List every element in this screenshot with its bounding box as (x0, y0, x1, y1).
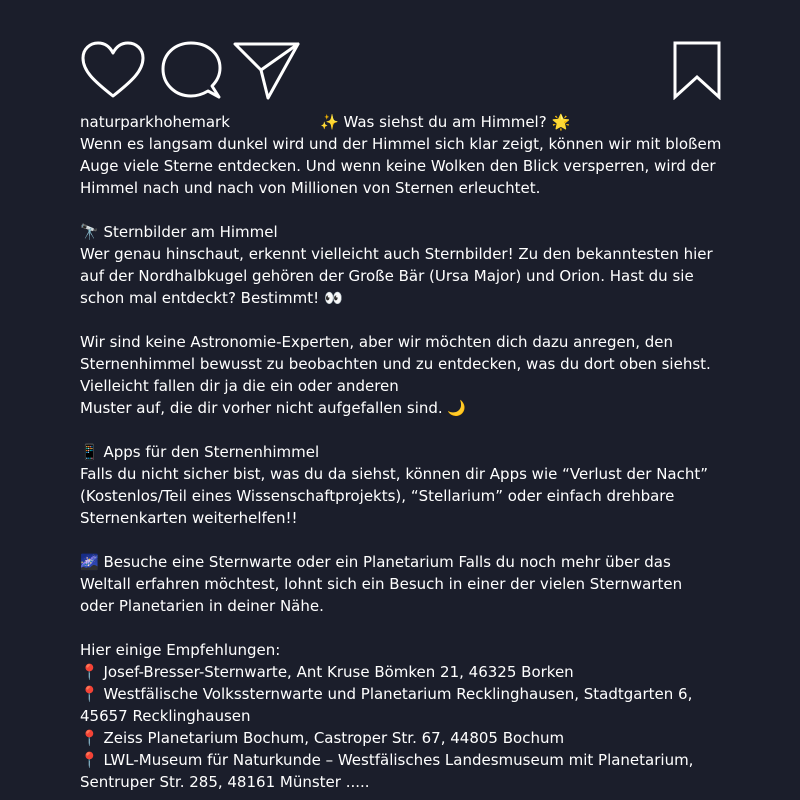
caption-line: Wer genau hinschaut, erkennt vielleicht auch Sternbilder! Zu den bekanntesten hier (80, 245, 713, 263)
recommendation-item: Sentruper Str. 285, 48161 Münster ..... (80, 773, 370, 791)
post-action-bar (80, 40, 722, 104)
recommendation-item: 📍 Josef-Bresser-Sternwarte, Ant Kruse Bömken 21, 46325 Borken (80, 663, 574, 681)
recommendation-item: 📍 Westfälische Volkssternwarte und Planetarium Recklinghausen, Stadtgarten 6, (80, 685, 693, 703)
paragraph-gap (80, 617, 740, 639)
caption-line: Muster auf, die dir vorher nicht aufgefallen sind. 🌙 (80, 399, 467, 417)
paragraph-gap (80, 419, 740, 441)
caption-line: Wenn es langsam dunkel wird und der Himmel sich klar zeigt, können wir mit bloßem (80, 135, 722, 153)
caption-line: Wir sind keine Astronomie-Experten, aber wir möchten dich dazu anregen, den (80, 333, 673, 351)
section-heading: 📱 Apps für den Sternenhimmel (80, 443, 320, 461)
recommendation-item: 📍 Zeiss Planetarium Bochum, Castroper Str. 67, 44805 Bochum (80, 729, 565, 747)
section-heading: Hier einige Empfehlungen: (80, 641, 281, 659)
username-link[interactable]: naturparkhohemark (80, 113, 230, 131)
recommendation-item: 📍 LWL-Museum für Naturkunde – Westfälisches Landesmuseum mit Planetarium, (80, 751, 694, 769)
recommendation-item: 45657 Recklinghausen (80, 707, 251, 725)
caption-line: (Kostenlos/Teil eines Wissenschaftprojekts), “Stellarium” oder einfach drehbare (80, 487, 675, 505)
share-icon[interactable] (232, 40, 302, 102)
caption-line: Vielleicht fallen dir ja die ein oder anderen (80, 377, 399, 395)
comment-icon[interactable] (160, 40, 222, 100)
caption-line: Auge viele Sterne entdecken. Und wenn keine Wolken den Blick versperren, wird der (80, 157, 716, 175)
caption-line: Himmel nach und nach von Millionen von Sternen erleuchtet. (80, 179, 541, 197)
caption-line: Sternenhimmel bewusst zu beobachten und zu entdecken, was du dort oben siehst. (80, 355, 711, 373)
caption-line: 🌌 Besuche eine Sternwarte oder ein Planetarium Falls du noch mehr über das (80, 553, 671, 571)
caption-line: auf der Nordhalbkugel gehören der Große Bär (Ursa Major) und Orion. Hast du sie (80, 267, 694, 285)
caption-line: Falls du nicht sicher bist, was du da siehst, können dir Apps wie “Verlust der Nacht” (80, 465, 709, 483)
paragraph-gap (80, 529, 740, 551)
heart-icon[interactable] (80, 40, 146, 100)
caption-line: oder Planetarien in deiner Nähe. (80, 597, 324, 615)
caption-line: schon mal entdeckt? Bestimmt! 👀 (80, 289, 343, 307)
caption-line: Sternenkarten weiterhelfen!! (80, 509, 298, 527)
post-caption (80, 111, 740, 793)
section-heading: 🔭 Sternbilder am Himmel (80, 223, 278, 241)
caption-header (80, 111, 740, 133)
paragraph-gap (80, 309, 740, 331)
paragraph-gap (80, 199, 740, 221)
caption-headline: ✨ Was siehst du am Himmel? 🌟 (320, 113, 571, 131)
caption-line: Weltall erfahren möchtest, lohnt sich ein Besuch in einer der vielen Sternwarten (80, 575, 683, 593)
bookmark-icon[interactable] (672, 40, 722, 100)
